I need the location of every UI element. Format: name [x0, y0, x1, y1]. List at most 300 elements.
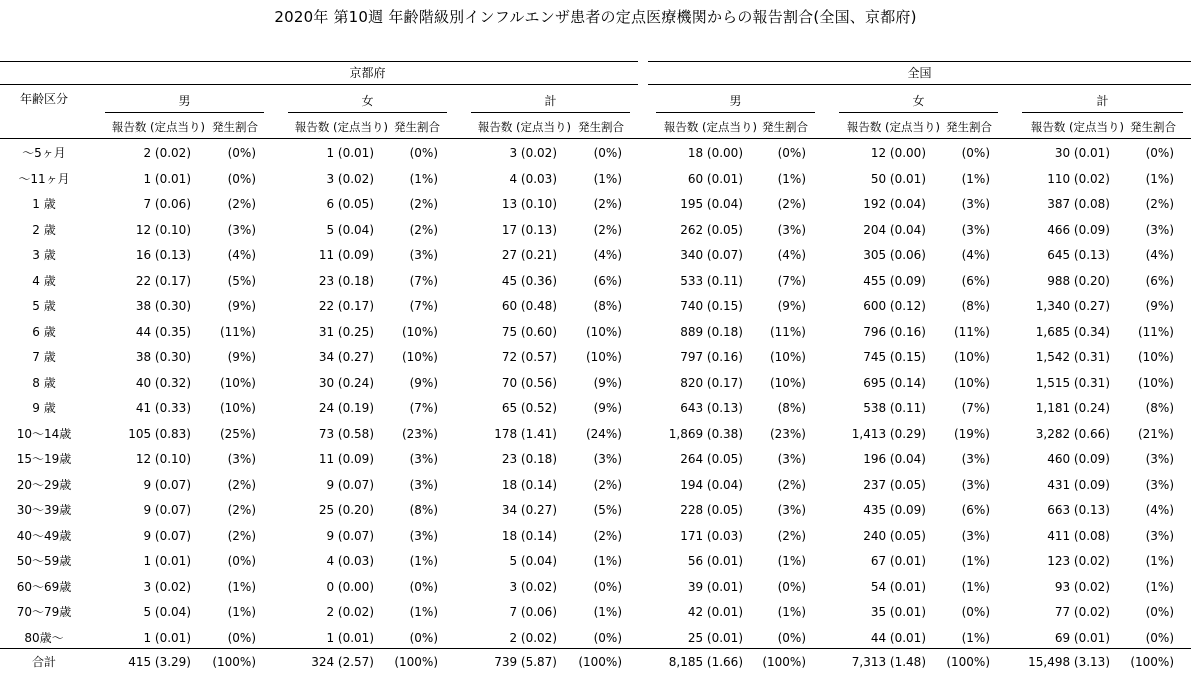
age-cell: 80歳〜 [24, 630, 64, 645]
count-cell: 16 (0.13) [135, 248, 191, 262]
total-top-rule [0, 648, 1191, 649]
count-cell: 110 (0.02) [1047, 171, 1110, 186]
sex-header: 計 [544, 94, 557, 108]
count-cell: 12 (0.00) [870, 146, 926, 160]
count-cell: 75 (0.60) [501, 324, 557, 339]
rate-cell: (0%) [409, 630, 438, 645]
rate-cell: (10%) [219, 375, 256, 390]
count-header: 報告数 (定点当り) [294, 120, 388, 134]
rate-cell: (8%) [961, 299, 990, 313]
count-cell: 2 (0.02) [509, 630, 557, 645]
rate-cell: (9%) [593, 375, 622, 390]
rate-cell: (7%) [409, 273, 438, 288]
count-cell: 65 (0.52) [501, 401, 557, 415]
age-cell: 1 歳 [32, 197, 56, 211]
count-cell: 538 (0.11) [863, 401, 926, 415]
rate-cell: (8%) [1145, 401, 1174, 415]
count-cell: 30 (0.01) [1054, 146, 1110, 160]
age-cell: 50〜59歳 [16, 554, 72, 568]
count-header: 報告数 (定点当り) [1030, 120, 1124, 134]
count-cell: 22 (0.17) [135, 273, 191, 288]
age-cell: 10〜14歳 [16, 426, 72, 441]
count-cell: 431 (0.09) [1047, 477, 1110, 492]
count-cell: 3 (0.02) [509, 579, 557, 594]
rate-cell: (4%) [777, 248, 806, 262]
count-cell: 34 (0.27) [501, 503, 557, 517]
rate-cell: (21%) [1137, 426, 1174, 441]
rate-cell: (11%) [769, 324, 806, 339]
count-cell: 455 (0.09) [863, 273, 926, 288]
rate-cell: (2%) [1145, 197, 1174, 211]
rate-cell: (8%) [409, 503, 438, 517]
total-count-cell: 415 (3.29) [128, 655, 191, 669]
count-cell: 2 (0.02) [143, 146, 191, 160]
rate-header: 発生割合 [762, 120, 808, 134]
count-cell: 1 (0.01) [326, 146, 374, 160]
total-count-cell: 739 (5.87) [494, 655, 557, 669]
count-cell: 196 (0.04) [863, 452, 926, 466]
rate-cell: (4%) [227, 248, 256, 262]
count-cell: 1,685 (0.34) [1035, 324, 1110, 339]
count-cell: 93 (0.02) [1054, 579, 1110, 594]
rate-cell: (3%) [961, 477, 990, 492]
rate-cell: (9%) [777, 299, 806, 313]
rate-cell: (9%) [227, 350, 256, 364]
count-cell: 178 (1.41) [494, 426, 557, 441]
age-cell: 15〜19歳 [16, 452, 72, 466]
count-cell: 663 (0.13) [1047, 503, 1110, 517]
rate-cell: (23%) [769, 426, 806, 441]
rate-cell: (0%) [777, 630, 806, 645]
count-cell: 1,542 (0.31) [1035, 350, 1110, 364]
count-header: 報告数 (定点当り) [477, 120, 571, 134]
region-top-rule [0, 61, 638, 62]
rate-header: 発生割合 [1130, 120, 1176, 134]
rate-cell: (0%) [227, 171, 256, 186]
count-cell: 171 (0.03) [680, 528, 743, 543]
rate-cell: (0%) [593, 146, 622, 160]
age-cell: 2 歳 [32, 222, 56, 237]
rate-cell: (11%) [1137, 324, 1174, 339]
count-cell: 23 (0.18) [318, 273, 374, 288]
count-cell: 42 (0.01) [687, 605, 743, 619]
count-cell: 31 (0.25) [318, 324, 374, 339]
total-rate-cell: (100%) [578, 655, 622, 669]
count-cell: 24 (0.19) [318, 401, 374, 415]
rate-cell: (25%) [219, 426, 256, 441]
count-cell: 18 (0.00) [687, 146, 743, 160]
rate-cell: (3%) [1145, 528, 1174, 543]
rate-header: 発生割合 [946, 120, 992, 134]
rate-cell: (9%) [409, 375, 438, 390]
rate-cell: (3%) [961, 222, 990, 237]
region-national: 全国 [907, 66, 932, 80]
rate-cell: (0%) [409, 579, 438, 594]
age-cell: 4 歳 [32, 273, 56, 288]
count-cell: 387 (0.08) [1047, 197, 1110, 211]
age-cell: 5 歳 [32, 299, 56, 313]
rate-cell: (2%) [593, 222, 622, 237]
sex-underline [471, 112, 630, 113]
count-cell: 1,413 (0.29) [851, 426, 926, 441]
count-cell: 3 (0.02) [143, 579, 191, 594]
rate-cell: (6%) [593, 273, 622, 288]
rate-cell: (0%) [409, 146, 438, 160]
sex-header: 男 [729, 94, 742, 108]
region-top-rule [648, 61, 1191, 62]
rate-cell: (1%) [777, 171, 806, 186]
count-cell: 34 (0.27) [318, 350, 374, 364]
count-cell: 77 (0.02) [1054, 605, 1110, 619]
rate-cell: (1%) [409, 605, 438, 619]
count-header: 報告数 (定点当り) [663, 120, 757, 134]
total-count-cell: 7,313 (1.48) [851, 655, 926, 669]
count-cell: 67 (0.01) [870, 554, 926, 568]
age-cell: 6 歳 [32, 324, 56, 339]
rate-cell: (1%) [961, 554, 990, 568]
count-cell: 3 (0.02) [326, 171, 374, 186]
count-cell: 25 (0.01) [687, 630, 743, 645]
total-rate-cell: (100%) [394, 655, 438, 669]
count-cell: 237 (0.05) [863, 477, 926, 492]
rate-cell: (0%) [593, 579, 622, 594]
rate-cell: (10%) [1137, 375, 1174, 390]
rate-cell: (2%) [593, 528, 622, 543]
rate-cell: (6%) [1145, 273, 1174, 288]
region-underline-national [648, 84, 1191, 85]
rate-cell: (7%) [409, 299, 438, 313]
age-cell: 〜5ヶ月 [22, 146, 66, 160]
count-cell: 30 (0.24) [318, 375, 374, 390]
total-rate-cell: (100%) [946, 655, 990, 669]
count-cell: 11 (0.09) [318, 248, 374, 262]
count-cell: 50 (0.01) [870, 171, 926, 186]
rate-header: 発生割合 [212, 120, 258, 134]
count-cell: 41 (0.33) [135, 401, 191, 415]
count-cell: 695 (0.14) [863, 375, 926, 390]
count-cell: 7 (0.06) [143, 197, 191, 211]
rate-cell: (7%) [409, 401, 438, 415]
count-cell: 105 (0.83) [128, 426, 191, 441]
count-cell: 600 (0.12) [863, 299, 926, 313]
rate-cell: (1%) [961, 579, 990, 594]
count-cell: 9 (0.07) [326, 477, 374, 492]
count-cell: 9 (0.07) [326, 528, 374, 543]
count-cell: 18 (0.14) [501, 528, 557, 543]
sex-header: 女 [912, 94, 925, 108]
rate-cell: (19%) [953, 426, 990, 441]
sex-underline [1022, 112, 1183, 113]
age-cell: 60〜69歳 [16, 579, 72, 594]
total-count-cell: 324 (2.57) [311, 655, 374, 669]
count-cell: 40 (0.32) [135, 375, 191, 390]
count-cell: 60 (0.48) [501, 299, 557, 313]
count-header: 報告数 (定点当り) [846, 120, 940, 134]
rate-cell: (1%) [1145, 579, 1174, 594]
count-cell: 195 (0.04) [680, 197, 743, 211]
count-cell: 123 (0.02) [1047, 554, 1110, 568]
rate-cell: (9%) [593, 401, 622, 415]
count-cell: 44 (0.01) [870, 630, 926, 645]
rate-cell: (0%) [227, 146, 256, 160]
age-cell: 〜11ヶ月 [18, 171, 70, 186]
count-cell: 643 (0.13) [680, 401, 743, 415]
rate-cell: (2%) [409, 197, 438, 211]
rate-cell: (24%) [585, 426, 622, 441]
rate-cell: (11%) [219, 324, 256, 339]
count-cell: 411 (0.08) [1047, 528, 1110, 543]
rate-cell: (3%) [409, 528, 438, 543]
sex-underline [288, 112, 447, 113]
rate-cell: (0%) [777, 146, 806, 160]
rate-cell: (0%) [593, 630, 622, 645]
rate-cell: (3%) [1145, 477, 1174, 492]
rate-cell: (7%) [777, 273, 806, 288]
rate-cell: (0%) [1145, 630, 1174, 645]
age-cell: 20〜29歳 [16, 477, 72, 492]
count-cell: 1 (0.01) [326, 630, 374, 645]
count-cell: 262 (0.05) [680, 222, 743, 237]
rate-cell: (10%) [769, 350, 806, 364]
rate-cell: (10%) [401, 350, 438, 364]
count-cell: 38 (0.30) [135, 299, 191, 313]
rate-cell: (0%) [777, 579, 806, 594]
count-cell: 6 (0.05) [326, 197, 374, 211]
age-cell: 7 歳 [32, 350, 56, 364]
rate-cell: (8%) [593, 299, 622, 313]
rate-cell: (3%) [227, 452, 256, 466]
rate-cell: (0%) [227, 554, 256, 568]
count-cell: 228 (0.05) [680, 503, 743, 517]
rate-cell: (3%) [1145, 452, 1174, 466]
count-cell: 69 (0.01) [1054, 630, 1110, 645]
sex-underline [656, 112, 815, 113]
rate-cell: (2%) [227, 477, 256, 492]
count-cell: 12 (0.10) [135, 222, 191, 237]
count-cell: 797 (0.16) [680, 350, 743, 364]
count-cell: 9 (0.07) [143, 477, 191, 492]
count-cell: 820 (0.17) [680, 375, 743, 390]
rate-cell: (5%) [227, 273, 256, 288]
count-cell: 645 (0.13) [1047, 248, 1110, 262]
rate-cell: (6%) [961, 503, 990, 517]
total-count-cell: 8,185 (1.66) [668, 655, 743, 669]
rate-cell: (23%) [401, 426, 438, 441]
count-header: 報告数 (定点当り) [111, 120, 205, 134]
rate-cell: (9%) [227, 299, 256, 313]
rate-cell: (10%) [401, 324, 438, 339]
rate-cell: (3%) [961, 197, 990, 211]
count-cell: 54 (0.01) [870, 579, 926, 594]
count-cell: 13 (0.10) [501, 197, 557, 211]
count-cell: 204 (0.04) [863, 222, 926, 237]
count-cell: 3,282 (0.66) [1035, 426, 1110, 441]
rate-cell: (8%) [777, 401, 806, 415]
count-cell: 1,340 (0.27) [1035, 299, 1110, 313]
total-rate-cell: (100%) [762, 655, 806, 669]
count-cell: 5 (0.04) [509, 554, 557, 568]
age-cell: 3 歳 [32, 248, 56, 262]
sex-header: 男 [178, 94, 191, 108]
count-cell: 192 (0.04) [863, 197, 926, 211]
rate-cell: (7%) [961, 401, 990, 415]
rate-cell: (1%) [593, 605, 622, 619]
age-cell: 9 歳 [32, 401, 56, 415]
count-cell: 5 (0.04) [143, 605, 191, 619]
count-cell: 1 (0.01) [143, 171, 191, 186]
rate-cell: (11%) [953, 324, 990, 339]
age-header: 年齢区分 [19, 92, 68, 106]
count-cell: 45 (0.36) [501, 273, 557, 288]
count-cell: 745 (0.15) [863, 350, 926, 364]
rate-cell: (6%) [961, 273, 990, 288]
count-cell: 27 (0.21) [501, 248, 557, 262]
age-cell: 30〜39歳 [16, 503, 72, 517]
count-cell: 56 (0.01) [687, 554, 743, 568]
count-cell: 18 (0.14) [501, 477, 557, 492]
rate-cell: (10%) [1137, 350, 1174, 364]
rate-cell: (3%) [409, 248, 438, 262]
rate-cell: (3%) [227, 222, 256, 237]
count-cell: 39 (0.01) [687, 579, 743, 594]
rate-cell: (3%) [1145, 222, 1174, 237]
rate-cell: (1%) [227, 579, 256, 594]
rate-cell: (10%) [585, 324, 622, 339]
rate-cell: (0%) [1145, 605, 1174, 619]
rate-cell: (0%) [961, 146, 990, 160]
rate-cell: (3%) [409, 477, 438, 492]
rate-cell: (9%) [1145, 299, 1174, 313]
rate-cell: (1%) [1145, 171, 1174, 186]
count-cell: 533 (0.11) [680, 273, 743, 288]
age-cell: 40〜49歳 [16, 528, 72, 543]
rate-cell: (10%) [953, 350, 990, 364]
count-cell: 9 (0.07) [143, 503, 191, 517]
count-cell: 740 (0.15) [680, 299, 743, 313]
total-label: 合計 [31, 655, 56, 669]
rate-cell: (4%) [1145, 248, 1174, 262]
rate-cell: (4%) [593, 248, 622, 262]
rate-cell: (3%) [961, 528, 990, 543]
sex-underline [839, 112, 998, 113]
rate-cell: (2%) [777, 477, 806, 492]
count-cell: 240 (0.05) [863, 528, 926, 543]
rate-cell: (1%) [777, 554, 806, 568]
rate-cell: (1%) [409, 554, 438, 568]
rate-cell: (2%) [227, 197, 256, 211]
count-cell: 44 (0.35) [135, 324, 191, 339]
count-cell: 70 (0.56) [501, 375, 557, 390]
rate-cell: (2%) [227, 528, 256, 543]
count-cell: 264 (0.05) [680, 452, 743, 466]
count-cell: 60 (0.01) [687, 171, 743, 186]
rate-cell: (10%) [219, 401, 256, 415]
rate-header: 発生割合 [578, 120, 624, 134]
rate-cell: (3%) [777, 503, 806, 517]
count-cell: 889 (0.18) [680, 324, 743, 339]
rate-cell: (3%) [777, 452, 806, 466]
sex-underline [105, 112, 264, 113]
count-cell: 340 (0.07) [680, 248, 743, 262]
rate-cell: (1%) [777, 605, 806, 619]
rate-cell: (2%) [593, 197, 622, 211]
count-cell: 1,515 (0.31) [1035, 375, 1110, 390]
sex-header: 計 [1096, 94, 1109, 108]
count-cell: 1 (0.01) [143, 554, 191, 568]
count-cell: 5 (0.04) [326, 222, 374, 237]
count-cell: 25 (0.20) [318, 503, 374, 517]
total-count-cell: 15,498 (3.13) [1028, 655, 1110, 669]
report-title: 2020年 第10週 年齢階級別インフルエンザ患者の定点医療機関からの報告割合(全国、京都府) [274, 8, 917, 26]
rate-cell: (4%) [1145, 503, 1174, 517]
count-cell: 17 (0.13) [501, 222, 557, 237]
rate-cell: (1%) [409, 171, 438, 186]
count-cell: 3 (0.02) [509, 146, 557, 160]
count-cell: 1 (0.01) [143, 630, 191, 645]
rate-header: 発生割合 [394, 120, 440, 134]
rate-cell: (4%) [961, 248, 990, 262]
rate-cell: (10%) [585, 350, 622, 364]
count-cell: 4 (0.03) [509, 171, 557, 186]
count-cell: 194 (0.04) [680, 477, 743, 492]
total-rate-cell: (100%) [212, 655, 256, 669]
count-cell: 1,869 (0.38) [668, 426, 743, 441]
count-cell: 12 (0.10) [135, 452, 191, 466]
rate-cell: (1%) [593, 171, 622, 186]
rate-cell: (3%) [593, 452, 622, 466]
rate-cell: (2%) [593, 477, 622, 492]
rate-cell: (10%) [769, 375, 806, 390]
rate-cell: (0%) [961, 605, 990, 619]
count-cell: 35 (0.01) [870, 605, 926, 619]
rate-cell: (2%) [409, 222, 438, 237]
count-cell: 23 (0.18) [501, 452, 557, 466]
count-cell: 4 (0.03) [326, 554, 374, 568]
rate-cell: (3%) [961, 452, 990, 466]
rate-cell: (5%) [593, 503, 622, 517]
count-cell: 2 (0.02) [326, 605, 374, 619]
region-underline-kyoto [0, 84, 638, 85]
rate-cell: (10%) [953, 375, 990, 390]
header-bottom-rule [0, 138, 1191, 139]
rate-cell: (3%) [777, 222, 806, 237]
rate-cell: (1%) [227, 605, 256, 619]
region-kyoto: 京都府 [349, 66, 386, 80]
rate-cell: (2%) [777, 528, 806, 543]
count-cell: 72 (0.57) [501, 350, 557, 364]
count-cell: 7 (0.06) [509, 605, 557, 619]
rate-cell: (1%) [593, 554, 622, 568]
rate-cell: (1%) [961, 630, 990, 645]
count-cell: 305 (0.06) [863, 248, 926, 262]
count-cell: 435 (0.09) [863, 503, 926, 517]
count-cell: 73 (0.58) [318, 426, 374, 441]
rate-cell: (0%) [1145, 146, 1174, 160]
rate-cell: (0%) [227, 630, 256, 645]
count-cell: 466 (0.09) [1047, 222, 1110, 237]
count-cell: 0 (0.00) [326, 579, 374, 594]
age-cell: 70〜79歳 [16, 605, 72, 619]
age-cell: 8 歳 [32, 375, 56, 390]
rate-cell: (1%) [961, 171, 990, 186]
sex-header: 女 [361, 94, 374, 108]
rate-cell: (2%) [227, 503, 256, 517]
count-cell: 9 (0.07) [143, 528, 191, 543]
count-cell: 460 (0.09) [1047, 452, 1110, 466]
count-cell: 22 (0.17) [318, 299, 374, 313]
count-cell: 988 (0.20) [1047, 273, 1110, 288]
total-rate-cell: (100%) [1130, 655, 1174, 669]
